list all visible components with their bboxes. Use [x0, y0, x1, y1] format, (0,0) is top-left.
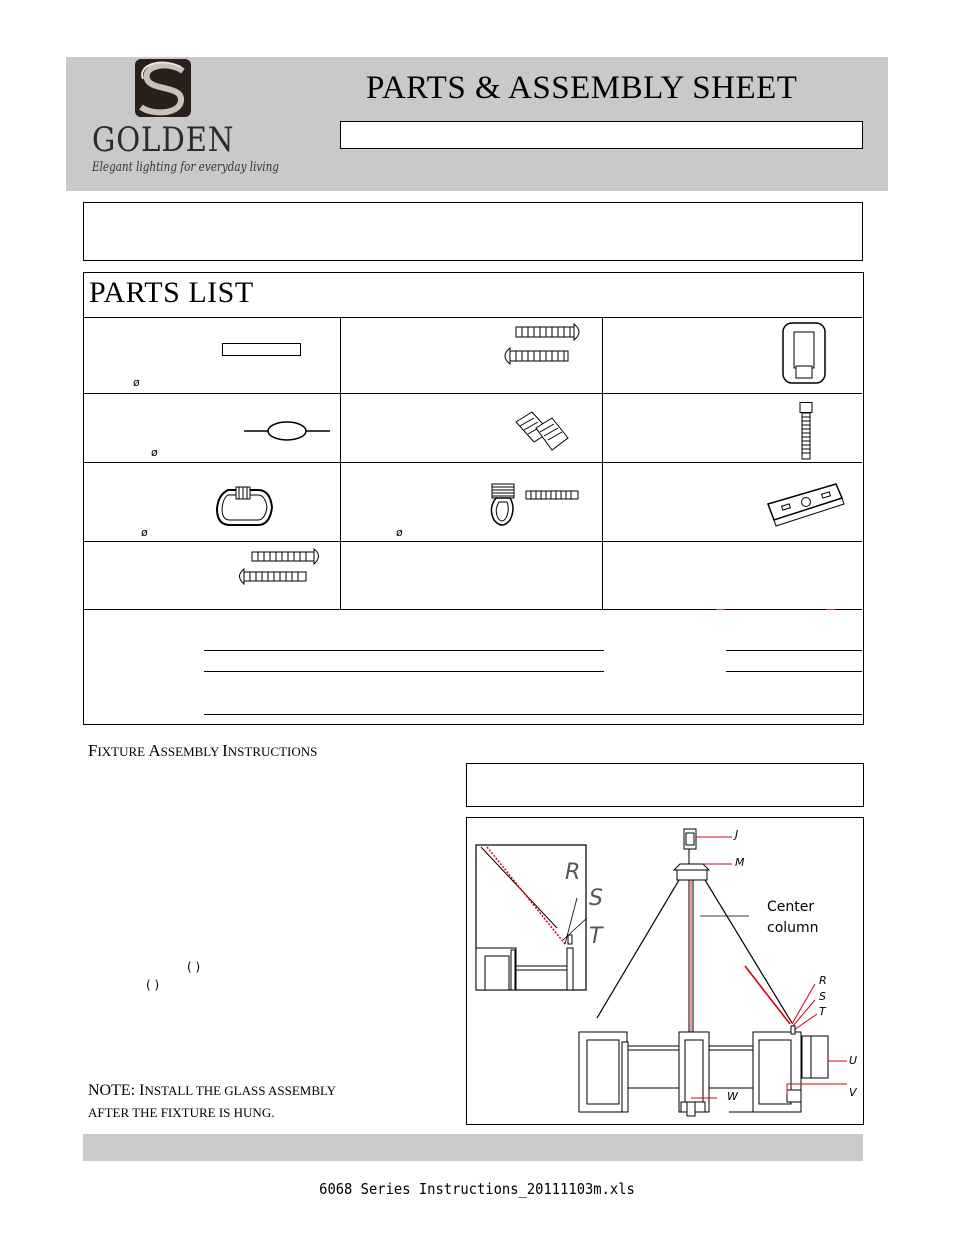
form-underline — [204, 671, 604, 672]
parts-grid-line — [83, 541, 862, 542]
callout-label-s: S — [819, 990, 826, 1003]
parts-grid-line — [602, 317, 603, 609]
form-underline — [204, 650, 604, 651]
center-label-line: column — [767, 920, 819, 936]
diameter-symbol: ø — [151, 446, 158, 459]
callout-label-t: T — [819, 1005, 826, 1018]
parts-grid-line — [83, 609, 862, 610]
inset-label-s: S — [589, 886, 603, 911]
parts-grid-line — [340, 317, 341, 609]
parts-list-title: PARTS LIST — [89, 276, 254, 309]
notice-box — [83, 202, 863, 261]
heading-cap: F — [88, 741, 98, 760]
callout-label-m: M — [735, 856, 745, 869]
quick-link-part-icon — [214, 487, 276, 529]
parts-grid-line — [83, 393, 862, 394]
callout-label-v: V — [849, 1086, 857, 1099]
mounting-screws-part-icon — [234, 548, 324, 586]
model-number-field — [340, 121, 863, 149]
note-text: NSTALL THE GLASS ASSEMBLY — [144, 1083, 337, 1098]
form-underline — [204, 714, 862, 715]
note-text: AFTER THE FIXTURE IS HUNG. — [88, 1105, 275, 1120]
inset-label-r: R — [565, 860, 581, 885]
diameter-symbol: ø — [396, 526, 403, 539]
screws-part-icon — [500, 323, 588, 367]
mounting-info-box — [466, 763, 864, 807]
paren-placeholder: ( ) — [187, 960, 201, 974]
heading-cap: A — [148, 741, 161, 760]
red-mark — [716, 609, 725, 610]
form-underline — [726, 671, 862, 672]
chain-link-part-icon — [244, 418, 330, 444]
diameter-symbol: ø — [133, 376, 140, 389]
callout-label-r: R — [819, 974, 827, 987]
center-label-line: Center — [767, 899, 815, 915]
form-underline — [726, 650, 862, 651]
file-name: 6068 Series Instructions_20111103m.xls — [319, 1180, 635, 1198]
paren-placeholder: ( ) — [146, 978, 160, 992]
loop-and-nipple-part-icon — [486, 482, 582, 532]
logo-tagline: Elegant lighting for everyday living — [92, 160, 279, 175]
inset-label-t: T — [589, 924, 603, 949]
logo-wordmark: GOLDEN — [92, 120, 235, 160]
red-mark — [826, 609, 835, 610]
callout-label-j: J — [735, 828, 739, 841]
diameter-symbol: ø — [141, 526, 148, 539]
glass-assembly-note — [88, 1080, 336, 1124]
note-text: NOTE: I — [88, 1082, 145, 1099]
heading-smallcaps: SSEMBLY — [160, 744, 223, 759]
threaded-nipple-part-icon — [798, 402, 814, 460]
page-title: PARTS & ASSEMBLY SHEET — [366, 70, 798, 106]
wire-nuts-part-icon — [512, 408, 572, 454]
callout-label-u: U — [849, 1054, 858, 1067]
rod-part-icon — [222, 343, 302, 357]
crossbar-part-icon — [766, 482, 844, 538]
parts-grid-line — [83, 462, 862, 463]
callout-label-w: W — [727, 1090, 738, 1103]
instructions-heading — [88, 741, 317, 761]
heading-smallcaps: IXTURE — [97, 744, 149, 759]
center-column-label — [767, 897, 819, 939]
heading-smallcaps: NSTRUCTIONS — [227, 744, 318, 759]
logo-emblem-icon — [91, 57, 231, 127]
assembly-diagram — [466, 817, 864, 1125]
parts-list-table — [83, 272, 864, 725]
canopy-part-icon — [782, 322, 828, 386]
parts-grid-line — [83, 317, 862, 318]
fixture-drawing — [467, 818, 863, 1124]
footer-band — [83, 1134, 863, 1161]
heading-cap: I — [222, 741, 228, 760]
